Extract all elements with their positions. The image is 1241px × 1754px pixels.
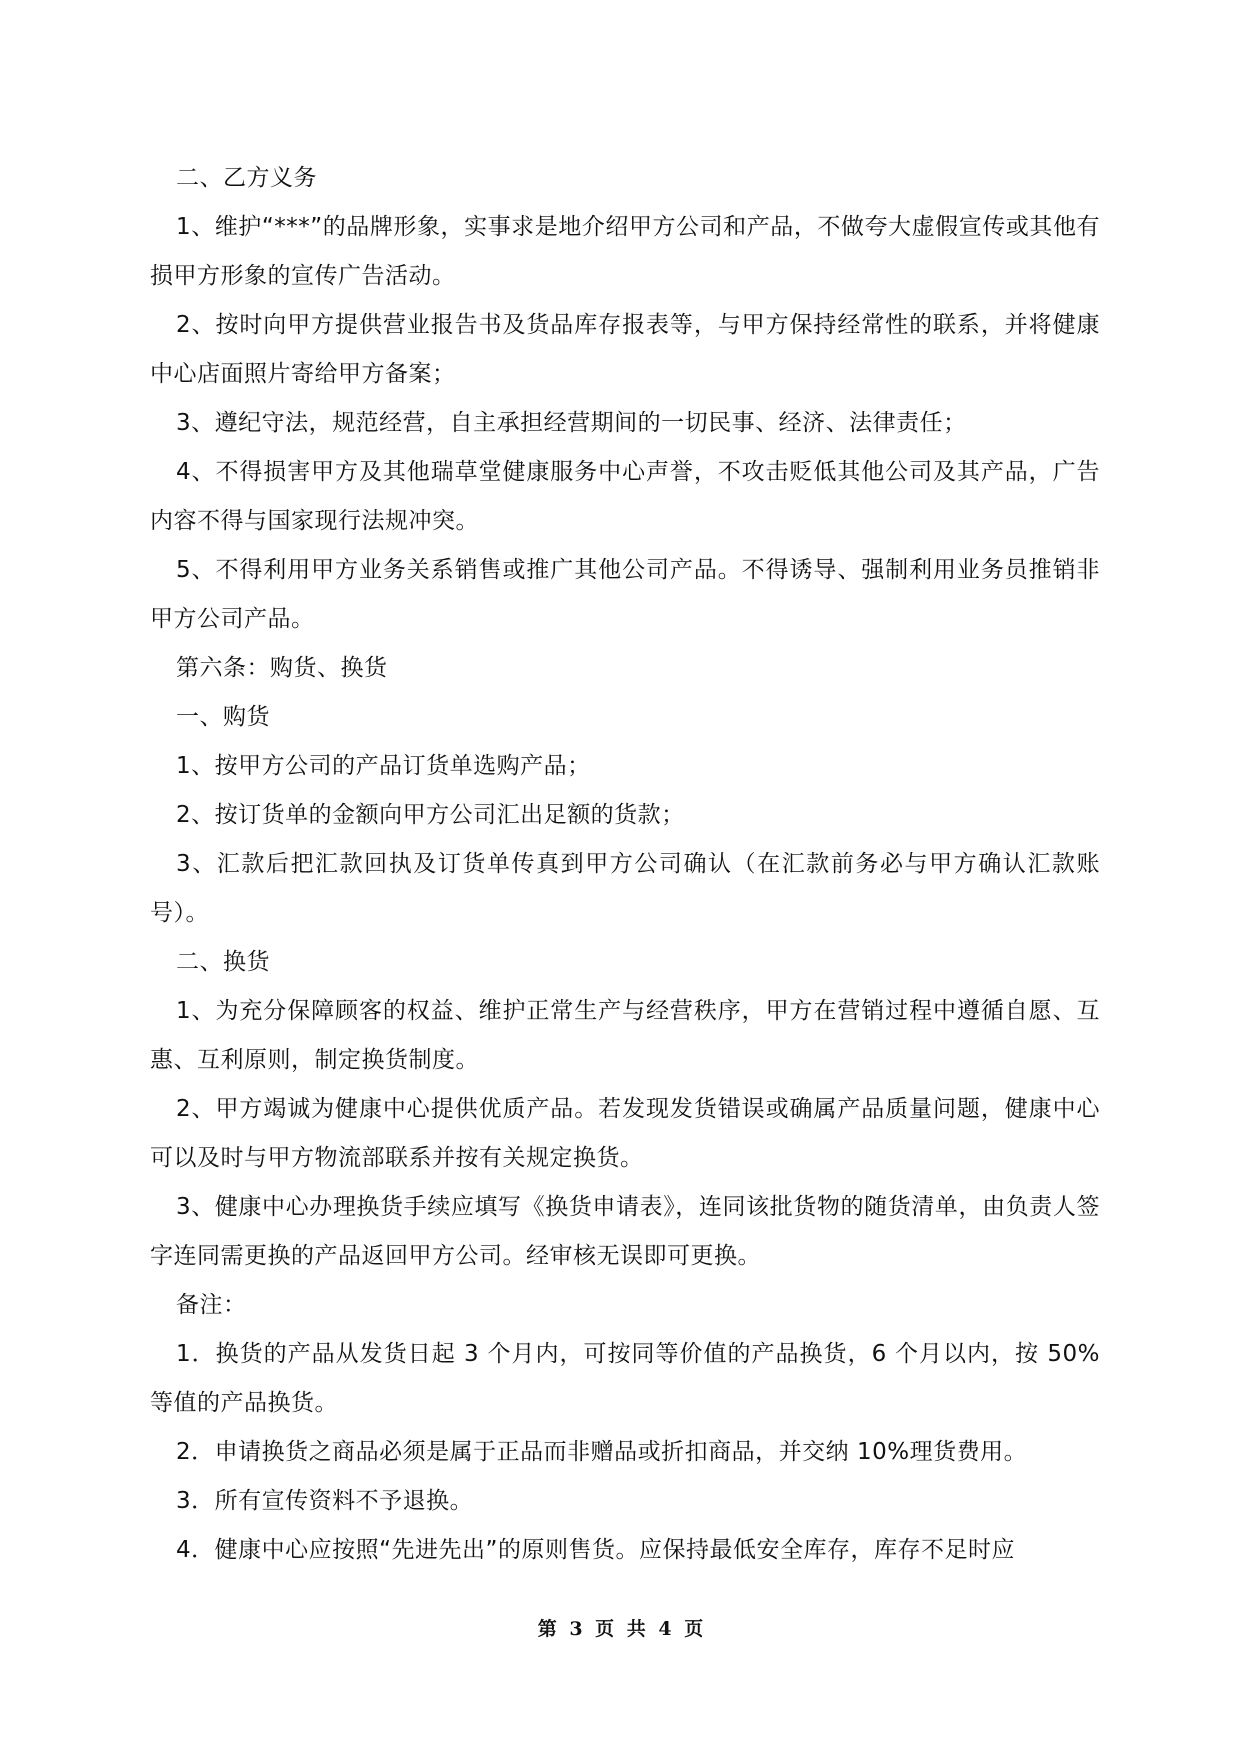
paragraph-note-1: 1．换货的产品从发货日起 3 个月内，可按同等价值的产品换货，6 个月以内，按 50%等值的产品换货。 [150,1341,1100,1416]
paragraph-purchase-3: 3、汇款后把汇款回执及订货单传真到甲方公司确认（在汇款前务必与甲方确认汇款账号）。 [150,851,1100,926]
paragraph-note-4: 4．健康中心应按照“先进先出”的原则售货。应保持最低安全库存，库存不足时应 [176,1537,1015,1563]
paragraph-exchange-3: 3、健康中心办理换货手续应填写《换货申请表》，连同该批货物的随货清单，由负责人签字连同需更换的产品返回甲方公司。经审核无误即可更换。 [150,1194,1100,1269]
section-heading-exchange: 二、换货 [176,949,270,975]
document-body [150,154,1100,1575]
paragraph-note-3: 3．所有宣传资料不予退换。 [176,1488,474,1514]
section-heading-purchase: 一、购货 [176,704,270,730]
paragraph-exchange-1: 1、为充分保障顾客的权益、维护正常生产与经营秩序，甲方在营销过程中遵循自愿、互惠、互利原则，制定换货制度。 [150,998,1100,1073]
paragraph-purchase-2: 2、按订货单的金额向甲方公司汇出足额的货款； [176,802,685,828]
section-heading-party-b-obligations: 二、乙方义务 [176,165,317,191]
paragraph-obligation-1: 1、维护“***”的品牌形象，实事求是地介绍甲方公司和产品，不做夸大虚假宣传或其他有损甲方形象的宣传广告活动。 [150,214,1100,289]
article-6-heading: 第六条：购货、换货 [176,655,388,681]
paragraph-exchange-2: 2、甲方竭诚为健康中心提供优质产品。若发现发货错误或确属产品质量问题，健康中心可以及时与甲方物流部联系并按有关规定换货。 [150,1096,1100,1171]
page-number-footer: 第 3 页 共 4 页 [537,1618,704,1640]
paragraph-purchase-1: 1、按甲方公司的产品订货单选购产品； [176,753,591,779]
paragraph-note-2: 2．申请换货之商品必须是属于正品而非赠品或折扣商品，并交纳 10%理货费用。 [176,1439,1028,1465]
notes-heading: 备注： [176,1292,247,1318]
paragraph-obligation-2: 2、按时向甲方提供营业报告书及货品库存报表等，与甲方保持经常性的联系，并将健康中心店面照片寄给甲方备案； [150,312,1100,387]
paragraph-obligation-4: 4、不得损害甲方及其他瑞草堂健康服务中心声誉，不攻击贬低其他公司及其产品，广告内容不得与国家现行法规冲突。 [150,459,1100,534]
paragraph-obligation-3: 3、遵纪守法，规范经营，自主承担经营期间的一切民事、经济、法律责任； [176,410,967,436]
paragraph-obligation-5: 5、不得利用甲方业务关系销售或推广其他公司产品。不得诱导、强制利用业务员推销非甲方公司产品。 [150,557,1100,632]
